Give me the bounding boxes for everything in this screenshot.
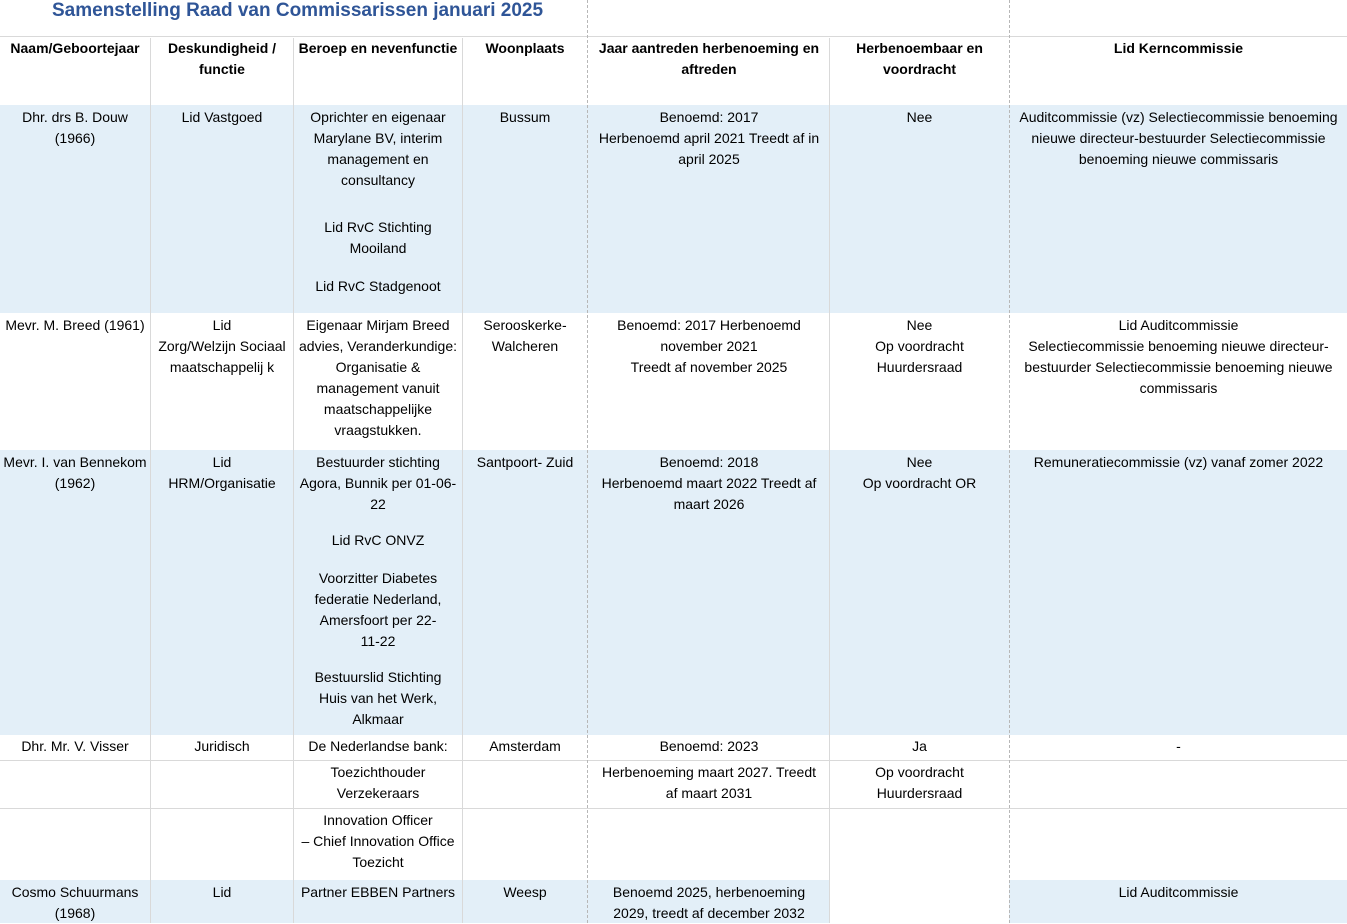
page-title: Samenstelling Raad van Commissarissen januari 2025 [52,0,544,21]
header-herbenoembaar: Herbenoembaar en voordracht [829,38,1009,105]
cell-deskundigheid: Lid Vastgoed [150,105,293,313]
cell-herbenoembaar: Nee Op voordracht OR [829,450,1009,735]
cell-beroep: Eigenaar Mirjam Breed advies, Veranderkundige: Organisatie & management vanuit maatschappelijke vraagstukken. [293,313,462,450]
cell-woonplaats: Bussum [462,105,587,313]
cell-herbenoembaar: Nee Op voordracht Huurdersraad [829,313,1009,450]
cell-jaar: Benoemd: 2018 Herbenoemd maart 2022 Treedt af maart 2026 [601,454,817,512]
cell-woonplaats: Weesp [462,880,587,923]
cell-deskundigheid: Lid Zorg/Welzijn Sociaal maatschappelij k [150,313,293,450]
cell-woonplaats: Serooskerke- Walcheren [462,313,587,450]
cell-kern: Auditcommissie (vz) Selectiecommissie benoeming nieuwe directeur-bestuurder Selectiecommissie benoeming nieuwe commissaris [1019,109,1338,167]
cell-jaar: Benoemd 2025, herbenoeming 2029, treedt af december 2032 [612,884,806,921]
cell-naam: Mevr. M. Breed (1961) [5,317,145,333]
header-jaar: Jaar aantreden herbenoeming en aftreden [598,40,820,77]
cell-beroep: Bestuurder stichting Agora, Bunnik per 01-06- 22 Lid RvC ONVZ Voorzitter Diabetes federatie Nederland, Amersfoort per 22- 11-22 Bestuurslid Stichting Huis van het Werk, Alkmaar [293,450,462,735]
cell-herbenoembaar: Nee [829,105,1009,313]
cell-jaar: Benoemd: 2017 Herbenoemd april 2021 Treedt af in april 2025 [598,109,820,167]
cell-herbenoembaar [829,880,1009,923]
cell-deskundigheid: Lid HRM/Organisatie [150,450,293,735]
grid-line [0,36,1347,37]
cell-deskundigheid: Lid [150,880,293,923]
cell-herbenoembaar: Ja Op voordracht Huurdersraad [829,735,1009,880]
cell-beroep: Oprichter en eigenaar Marylane BV, interim management en consultancy Lid RvC Stichting Mooiland Lid RvC Stadgenoot [293,105,462,313]
cell-jaar: Benoemd: 2023 [659,738,759,754]
cell-jaar: Benoemd: 2017 Herbenoemd november 2021 Treedt af november 2025 [617,317,801,375]
cell-naam: Dhr. drs B. Douw (1966) [22,109,128,146]
cell-kern: Remuneratiecommissie (vz) vanaf zomer 2022 [1033,454,1324,470]
cell-woonplaats: Santpoort- Zuid [462,450,587,735]
header-naam: Naam/Geboortejaar [10,40,140,56]
cell-naam: Mevr. I. van Bennekom (1962) [3,454,147,491]
cell-beroep: De Nederlandse bank: Toezichthouder Verzekeraars Innovation Officer – Chief Innovation Office Toezicht [293,735,462,880]
cell-deskundigheid: Juridisch [150,735,293,880]
header-kern: Lid Kerncommissie [1113,40,1244,56]
header-beroep: Beroep en nevenfunctie [293,38,462,105]
cell-beroep: Partner EBBEN Partners [293,880,462,923]
cell-jaar: Herbenoeming maart 2027. Treedt af maart 2031 [601,764,816,801]
cell-kern: Lid Auditcommissie [1118,884,1239,900]
cell-naam: Dhr. Mr. V. Visser [21,738,129,754]
header-woonplaats: Woonplaats [462,38,587,105]
header-deskundigheid: Deskundigheid / functie [150,38,293,105]
cell-woonplaats: Amsterdam [462,735,587,880]
cell-naam: Cosmo Schuurmans (1968) [11,884,139,921]
cell-kern: - [1176,738,1181,754]
cell-kern: Lid Auditcommissie Selectiecommissie benoeming nieuwe directeur- bestuurder Selectiecommissie benoeming nieuwe commissaris [1024,317,1333,396]
